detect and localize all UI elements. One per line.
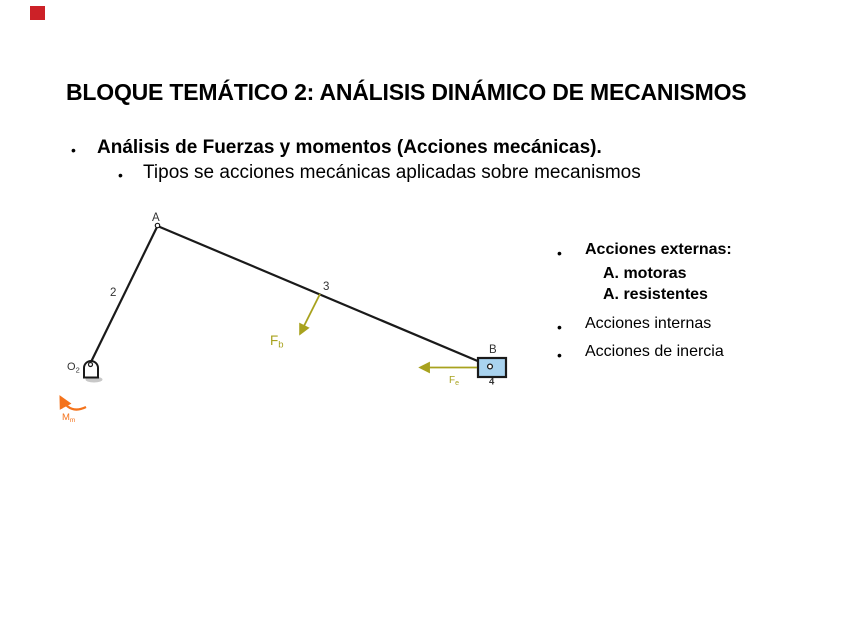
label-slider-4: 4 — [489, 376, 495, 388]
right-bullet-dot-inercia: • — [557, 347, 562, 363]
mechanism-diagram — [40, 195, 520, 435]
label-link-2: 2 — [110, 287, 117, 299]
right-bullet-dot-externas: • — [557, 245, 562, 261]
label-moment-mm-sub: m — [69, 417, 76, 424]
bullet-dot-level2: • — [118, 167, 123, 183]
bullet-level2-text: Tipos se acciones mecánicas aplicadas sobre mecanismos — [143, 162, 641, 183]
label-origin-o2-main: O — [67, 361, 76, 373]
label-moment-mm-main: M — [62, 412, 70, 423]
pivot-pin-joint — [89, 363, 93, 367]
right-item-acciones-externas: Acciones externas: — [585, 241, 732, 258]
bullet-dot-level1: • — [71, 142, 76, 158]
moment-mm-arrow — [61, 398, 86, 410]
link-3-bar — [158, 226, 490, 366]
label-origin-o2-sub: 2 — [75, 365, 80, 375]
page-title: BLOQUE TEMÁTICO 2: ANÁLISIS DINÁMICO DE MECANISMOS — [66, 79, 747, 105]
label-force-fe — [449, 375, 459, 387]
label-force-fb-main: F — [270, 333, 279, 348]
bullet-level1-text: Análisis de Fuerzas y momentos (Acciones mecánicas). — [97, 137, 602, 158]
right-bullet-dot-internas: • — [557, 319, 562, 335]
red-corner-mark — [30, 6, 45, 20]
label-force-fe-sub: e — [455, 380, 460, 387]
label-joint-b: B — [489, 344, 497, 356]
right-item-a-motoras: A. motoras — [603, 265, 687, 282]
label-moment-mm — [62, 412, 75, 424]
force-fb-arrow — [300, 294, 320, 334]
label-link-3: 3 — [323, 281, 330, 293]
link-2-bar — [91, 226, 158, 363]
red-corner-rect — [30, 6, 45, 20]
right-item-a-resistentes: A. resistentes — [603, 286, 708, 303]
label-force-fb-sub: b — [278, 339, 284, 351]
label-joint-a: A — [152, 212, 160, 224]
label-force-fe-main: F — [449, 375, 456, 386]
right-item-acciones-internas: Acciones internas — [585, 315, 712, 332]
label-force-fb — [270, 333, 284, 351]
right-item-acciones-inercia: Acciones de inercia — [585, 343, 724, 360]
joint-b-pin — [488, 364, 493, 369]
label-origin-o2 — [67, 361, 80, 375]
